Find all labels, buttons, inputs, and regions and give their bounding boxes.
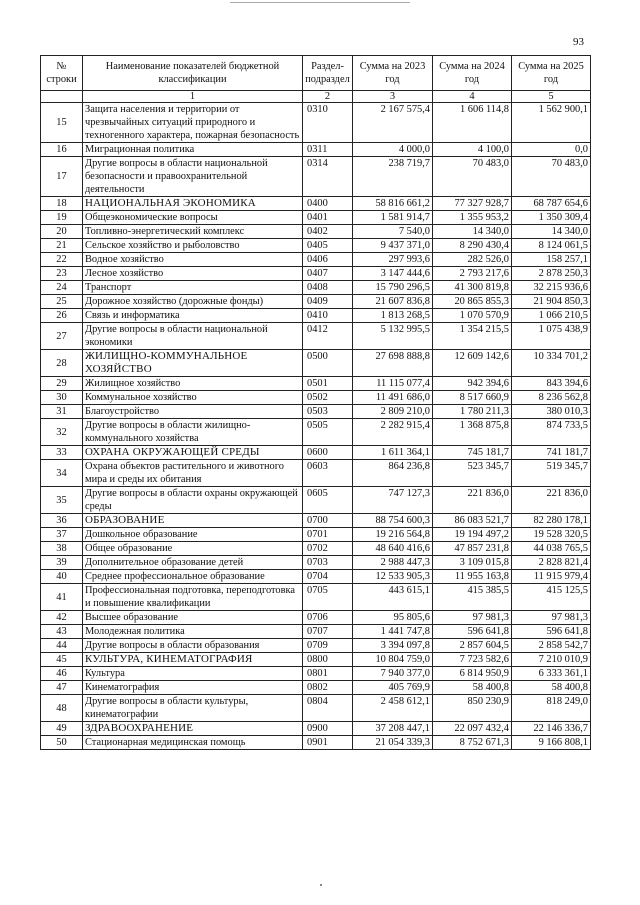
sum-2023-cell: 1 813 268,5 — [353, 309, 433, 323]
table-body — [41, 103, 591, 750]
sum-2024-cell: 20 865 855,3 — [433, 295, 512, 309]
table-row — [41, 667, 591, 681]
table-row — [41, 556, 591, 570]
sum-2025-cell: 158 257,1 — [512, 253, 591, 267]
sum-2024-cell: 1 354 215,5 — [433, 323, 512, 350]
section-code-cell: 0409 — [303, 295, 353, 309]
section-code-cell: 0900 — [303, 722, 353, 736]
sum-2025-cell: 2 828 821,4 — [512, 556, 591, 570]
table-row — [41, 295, 591, 309]
indicator-name-cell: Сельское хозяйство и рыболовство — [83, 239, 303, 253]
sum-2023-cell: 2 809 210,0 — [353, 405, 433, 419]
indicator-name-cell: Топливно-энергетический комплекс — [83, 225, 303, 239]
row-number-cell: 38 — [41, 542, 83, 556]
indicator-name-cell: Профессиональная подготовка, переподготовка и повышение квалификации — [83, 584, 303, 611]
table-row — [41, 625, 591, 639]
indicator-name-cell: Благоустройство — [83, 405, 303, 419]
row-number-cell: 21 — [41, 239, 83, 253]
row-number-cell: 41 — [41, 584, 83, 611]
indicator-name-cell: Стационарная медицинская помощь — [83, 736, 303, 750]
top-edge-line — [230, 2, 410, 3]
table-header-row — [41, 56, 591, 91]
indicator-name-cell: Водное хозяйство — [83, 253, 303, 267]
sum-2023-cell: 3 394 097,8 — [353, 639, 433, 653]
row-number-cell: 40 — [41, 570, 83, 584]
table-index-row — [41, 91, 591, 103]
row-number-cell: 36 — [41, 514, 83, 528]
row-number-cell: 25 — [41, 295, 83, 309]
row-number-cell: 27 — [41, 323, 83, 350]
row-number-cell: 49 — [41, 722, 83, 736]
sum-2024-cell: 1 070 570,9 — [433, 309, 512, 323]
indicator-name-cell: Жилищное хозяйство — [83, 377, 303, 391]
sum-2024-cell: 77 327 928,7 — [433, 197, 512, 211]
indicator-name-cell: КУЛЬТУРА, КИНЕМАТОГРАФИЯ — [83, 653, 303, 667]
row-number-cell: 50 — [41, 736, 83, 750]
indicator-name-cell: Лесное хозяйство — [83, 267, 303, 281]
sum-2023-cell: 3 147 444,6 — [353, 267, 433, 281]
sum-2023-cell: 1 611 364,1 — [353, 446, 433, 460]
sum-2024-cell: 3 109 015,8 — [433, 556, 512, 570]
indicator-name-cell: Миграционная политика — [83, 143, 303, 157]
sum-2024-cell: 58 400,8 — [433, 681, 512, 695]
sum-2023-cell: 21 054 339,3 — [353, 736, 433, 750]
sum-2025-cell: 6 333 361,1 — [512, 667, 591, 681]
section-code-cell: 0406 — [303, 253, 353, 267]
table-row — [41, 722, 591, 736]
row-number-cell: 33 — [41, 446, 83, 460]
section-code-cell: 0501 — [303, 377, 353, 391]
bottom-mark — [320, 884, 322, 886]
sum-2023-cell: 21 607 836,8 — [353, 295, 433, 309]
indicator-name-cell: Общеэкономические вопросы — [83, 211, 303, 225]
indicator-name-cell: ЖИЛИЩНО-КОММУНАЛЬНОЕ ХОЗЯЙСТВО — [83, 350, 303, 377]
section-code-cell: 0707 — [303, 625, 353, 639]
section-code-cell: 0408 — [303, 281, 353, 295]
header-section-code: Раздел-подраздел — [303, 56, 353, 91]
sum-2024-cell: 596 641,8 — [433, 625, 512, 639]
section-code-cell: 0402 — [303, 225, 353, 239]
table-row — [41, 239, 591, 253]
sum-2025-cell: 11 915 979,4 — [512, 570, 591, 584]
sum-2024-cell: 1 355 953,2 — [433, 211, 512, 225]
indicator-name-cell: Транспорт — [83, 281, 303, 295]
budget-table — [40, 55, 591, 750]
section-code-cell: 0310 — [303, 103, 353, 143]
section-code-cell: 0600 — [303, 446, 353, 460]
section-code-cell: 0407 — [303, 267, 353, 281]
header-sum-2023: Сумма на 2023 год — [353, 56, 433, 91]
header-row-number: № строки — [41, 56, 83, 91]
sum-2024-cell: 12 609 142,6 — [433, 350, 512, 377]
table-row — [41, 584, 591, 611]
sum-2025-cell: 415 125,5 — [512, 584, 591, 611]
index-cell: 3 — [353, 91, 433, 103]
sum-2025-cell: 1 066 210,5 — [512, 309, 591, 323]
row-number-cell: 15 — [41, 103, 83, 143]
sum-2025-cell: 2 858 542,7 — [512, 639, 591, 653]
row-number-cell: 47 — [41, 681, 83, 695]
section-code-cell: 0311 — [303, 143, 353, 157]
indicator-name-cell: Культура — [83, 667, 303, 681]
sum-2024-cell: 6 814 950,9 — [433, 667, 512, 681]
sum-2025-cell: 97 981,3 — [512, 611, 591, 625]
sum-2023-cell: 5 132 995,5 — [353, 323, 433, 350]
section-code-cell: 0804 — [303, 695, 353, 722]
table-row — [41, 281, 591, 295]
table-row — [41, 197, 591, 211]
index-cell: 2 — [303, 91, 353, 103]
section-code-cell: 0503 — [303, 405, 353, 419]
section-code-cell: 0702 — [303, 542, 353, 556]
sum-2025-cell: 1 350 309,4 — [512, 211, 591, 225]
sum-2023-cell: 2 988 447,3 — [353, 556, 433, 570]
sum-2024-cell: 523 345,7 — [433, 460, 512, 487]
indicator-name-cell: Кинематография — [83, 681, 303, 695]
table-row — [41, 653, 591, 667]
table-row — [41, 267, 591, 281]
section-code-cell: 0603 — [303, 460, 353, 487]
table-row — [41, 487, 591, 514]
sum-2025-cell: 32 215 936,6 — [512, 281, 591, 295]
indicator-name-cell: Дополнительное образование детей — [83, 556, 303, 570]
indicator-name-cell: Другие вопросы в области образования — [83, 639, 303, 653]
sum-2024-cell: 22 097 432,4 — [433, 722, 512, 736]
sum-2025-cell: 21 904 850,3 — [512, 295, 591, 309]
section-code-cell: 0901 — [303, 736, 353, 750]
header-sum-2025: Сумма на 2025 год — [512, 56, 591, 91]
indicator-name-cell: Высшее образование — [83, 611, 303, 625]
sum-2023-cell: 19 216 564,8 — [353, 528, 433, 542]
sum-2025-cell: 519 345,7 — [512, 460, 591, 487]
header-indicator-name: Наименование показателей бюджетной классификации — [83, 56, 303, 91]
row-number-cell: 18 — [41, 197, 83, 211]
sum-2025-cell: 818 249,0 — [512, 695, 591, 722]
sum-2023-cell: 7 540,0 — [353, 225, 433, 239]
page-number: 93 — [573, 36, 584, 48]
indicator-name-cell: Защита населения и территории от чрезвычайных ситуаций природного и техногенного характера, пожарная безопасность — [83, 103, 303, 143]
row-number-cell: 17 — [41, 157, 83, 197]
sum-2025-cell: 8 236 562,8 — [512, 391, 591, 405]
header-sum-2024: Сумма на 2024 год — [433, 56, 512, 91]
table-row — [41, 446, 591, 460]
sum-2023-cell: 88 754 600,3 — [353, 514, 433, 528]
sum-2025-cell: 741 181,7 — [512, 446, 591, 460]
section-code-cell: 0605 — [303, 487, 353, 514]
row-number-cell: 16 — [41, 143, 83, 157]
sum-2024-cell: 4 100,0 — [433, 143, 512, 157]
sum-2024-cell: 942 394,6 — [433, 377, 512, 391]
row-number-cell: 48 — [41, 695, 83, 722]
section-code-cell: 0706 — [303, 611, 353, 625]
table-row — [41, 225, 591, 239]
sum-2023-cell: 11 115 077,4 — [353, 377, 433, 391]
sum-2024-cell: 1 780 211,3 — [433, 405, 512, 419]
sum-2024-cell: 850 230,9 — [433, 695, 512, 722]
sum-2023-cell: 48 640 416,6 — [353, 542, 433, 556]
sum-2023-cell: 10 804 759,0 — [353, 653, 433, 667]
row-number-cell: 26 — [41, 309, 83, 323]
section-code-cell: 0709 — [303, 639, 353, 653]
sum-2024-cell: 8 290 430,4 — [433, 239, 512, 253]
sum-2023-cell: 864 236,8 — [353, 460, 433, 487]
indicator-name-cell: Охрана объектов растительного и животного мира и среды их обитания — [83, 460, 303, 487]
indicator-name-cell: Среднее профессиональное образование — [83, 570, 303, 584]
section-code-cell: 0405 — [303, 239, 353, 253]
row-number-cell: 23 — [41, 267, 83, 281]
sum-2024-cell: 2 793 217,6 — [433, 267, 512, 281]
sum-2024-cell: 415 385,5 — [433, 584, 512, 611]
sum-2024-cell: 97 981,3 — [433, 611, 512, 625]
indicator-name-cell: Дошкольное образование — [83, 528, 303, 542]
sum-2023-cell: 747 127,3 — [353, 487, 433, 514]
indicator-name-cell: НАЦИОНАЛЬНАЯ ЭКОНОМИКА — [83, 197, 303, 211]
section-code-cell: 0502 — [303, 391, 353, 405]
sum-2025-cell: 9 166 808,1 — [512, 736, 591, 750]
sum-2024-cell: 2 857 604,5 — [433, 639, 512, 653]
table-row — [41, 405, 591, 419]
indicator-name-cell: Дорожное хозяйство (дорожные фонды) — [83, 295, 303, 309]
indicator-name-cell: ОХРАНА ОКРУЖАЮЩЕЙ СРЕДЫ — [83, 446, 303, 460]
row-number-cell: 42 — [41, 611, 83, 625]
sum-2023-cell: 9 437 371,0 — [353, 239, 433, 253]
sum-2023-cell: 95 805,6 — [353, 611, 433, 625]
table-row — [41, 695, 591, 722]
table-row — [41, 253, 591, 267]
section-code-cell: 0505 — [303, 419, 353, 446]
index-cell: 4 — [433, 91, 512, 103]
row-number-cell: 24 — [41, 281, 83, 295]
table-row — [41, 681, 591, 695]
table-row — [41, 542, 591, 556]
sum-2023-cell: 1 441 747,8 — [353, 625, 433, 639]
sum-2025-cell: 1 075 438,9 — [512, 323, 591, 350]
sum-2025-cell: 70 483,0 — [512, 157, 591, 197]
sum-2024-cell: 282 526,0 — [433, 253, 512, 267]
indicator-name-cell: Другие вопросы в области национальной безопасности и правоохранительной деятельности — [83, 157, 303, 197]
sum-2023-cell: 297 993,6 — [353, 253, 433, 267]
section-code-cell: 0400 — [303, 197, 353, 211]
row-number-cell: 35 — [41, 487, 83, 514]
index-cell: 5 — [512, 91, 591, 103]
table-row — [41, 639, 591, 653]
table-row — [41, 391, 591, 405]
table-row — [41, 377, 591, 391]
table-row — [41, 528, 591, 542]
sum-2025-cell: 14 340,0 — [512, 225, 591, 239]
sum-2023-cell: 58 816 661,2 — [353, 197, 433, 211]
sum-2025-cell: 19 528 320,5 — [512, 528, 591, 542]
section-code-cell: 0800 — [303, 653, 353, 667]
section-code-cell: 0412 — [303, 323, 353, 350]
indicator-name-cell: Коммунальное хозяйство — [83, 391, 303, 405]
sum-2024-cell: 8 517 660,9 — [433, 391, 512, 405]
sum-2024-cell: 86 083 521,7 — [433, 514, 512, 528]
sum-2025-cell: 843 394,6 — [512, 377, 591, 391]
sum-2025-cell: 1 562 900,1 — [512, 103, 591, 143]
sum-2023-cell: 37 208 447,1 — [353, 722, 433, 736]
table-row — [41, 309, 591, 323]
section-code-cell: 0401 — [303, 211, 353, 225]
index-cell — [41, 91, 83, 103]
sum-2023-cell: 12 533 905,3 — [353, 570, 433, 584]
sum-2025-cell: 380 010,3 — [512, 405, 591, 419]
section-code-cell: 0802 — [303, 681, 353, 695]
section-code-cell: 0314 — [303, 157, 353, 197]
indicator-name-cell: ЗДРАВООХРАНЕНИЕ — [83, 722, 303, 736]
sum-2024-cell: 11 955 163,8 — [433, 570, 512, 584]
sum-2023-cell: 27 698 888,8 — [353, 350, 433, 377]
table-row — [41, 157, 591, 197]
row-number-cell: 30 — [41, 391, 83, 405]
sum-2025-cell: 221 836,0 — [512, 487, 591, 514]
row-number-cell: 45 — [41, 653, 83, 667]
sum-2023-cell: 1 581 914,7 — [353, 211, 433, 225]
sum-2023-cell: 2 167 575,4 — [353, 103, 433, 143]
sum-2025-cell: 22 146 336,7 — [512, 722, 591, 736]
section-code-cell: 0410 — [303, 309, 353, 323]
section-code-cell: 0700 — [303, 514, 353, 528]
sum-2024-cell: 1 368 875,8 — [433, 419, 512, 446]
sum-2024-cell: 7 723 582,6 — [433, 653, 512, 667]
row-number-cell: 32 — [41, 419, 83, 446]
table-row — [41, 103, 591, 143]
sum-2023-cell: 443 615,1 — [353, 584, 433, 611]
row-number-cell: 37 — [41, 528, 83, 542]
sum-2024-cell: 19 194 497,2 — [433, 528, 512, 542]
sum-2023-cell: 238 719,7 — [353, 157, 433, 197]
indicator-name-cell: Другие вопросы в области культуры, кинематографии — [83, 695, 303, 722]
sum-2023-cell: 2 282 915,4 — [353, 419, 433, 446]
section-code-cell: 0701 — [303, 528, 353, 542]
sum-2025-cell: 7 210 010,9 — [512, 653, 591, 667]
sum-2023-cell: 405 769,9 — [353, 681, 433, 695]
sum-2024-cell: 70 483,0 — [433, 157, 512, 197]
indicator-name-cell: Другие вопросы в области охраны окружающей среды — [83, 487, 303, 514]
row-number-cell: 20 — [41, 225, 83, 239]
section-code-cell: 0500 — [303, 350, 353, 377]
section-code-cell: 0705 — [303, 584, 353, 611]
sum-2025-cell: 68 787 654,6 — [512, 197, 591, 211]
indicator-name-cell: Связь и информатика — [83, 309, 303, 323]
sum-2023-cell: 7 940 377,0 — [353, 667, 433, 681]
table-row — [41, 323, 591, 350]
row-number-cell: 22 — [41, 253, 83, 267]
sum-2025-cell: 44 038 765,5 — [512, 542, 591, 556]
section-code-cell: 0801 — [303, 667, 353, 681]
sum-2024-cell: 221 836,0 — [433, 487, 512, 514]
section-code-cell: 0703 — [303, 556, 353, 570]
row-number-cell: 43 — [41, 625, 83, 639]
sum-2024-cell: 1 606 114,8 — [433, 103, 512, 143]
sum-2023-cell: 11 491 686,0 — [353, 391, 433, 405]
row-number-cell: 31 — [41, 405, 83, 419]
table-row — [41, 460, 591, 487]
sum-2025-cell: 596 641,8 — [512, 625, 591, 639]
indicator-name-cell: ОБРАЗОВАНИЕ — [83, 514, 303, 528]
sum-2024-cell: 8 752 671,3 — [433, 736, 512, 750]
row-number-cell: 34 — [41, 460, 83, 487]
sum-2025-cell: 58 400,8 — [512, 681, 591, 695]
row-number-cell: 19 — [41, 211, 83, 225]
sum-2025-cell: 8 124 061,5 — [512, 239, 591, 253]
table-row — [41, 350, 591, 377]
index-cell: 1 — [83, 91, 303, 103]
indicator-name-cell: Другие вопросы в области жилищно-коммунального хозяйства — [83, 419, 303, 446]
sum-2025-cell: 2 878 250,3 — [512, 267, 591, 281]
indicator-name-cell: Другие вопросы в области национальной экономики — [83, 323, 303, 350]
sum-2024-cell: 41 300 819,8 — [433, 281, 512, 295]
sum-2025-cell: 10 334 701,2 — [512, 350, 591, 377]
table-row — [41, 211, 591, 225]
table-row — [41, 419, 591, 446]
sum-2025-cell: 0,0 — [512, 143, 591, 157]
table-row — [41, 514, 591, 528]
row-number-cell: 44 — [41, 639, 83, 653]
table-row — [41, 143, 591, 157]
sum-2023-cell: 4 000,0 — [353, 143, 433, 157]
table-row — [41, 736, 591, 750]
indicator-name-cell: Молодежная политика — [83, 625, 303, 639]
row-number-cell: 29 — [41, 377, 83, 391]
sum-2025-cell: 82 280 178,1 — [512, 514, 591, 528]
section-code-cell: 0704 — [303, 570, 353, 584]
sum-2025-cell: 874 733,5 — [512, 419, 591, 446]
row-number-cell: 46 — [41, 667, 83, 681]
sum-2024-cell: 745 181,7 — [433, 446, 512, 460]
row-number-cell: 39 — [41, 556, 83, 570]
sum-2024-cell: 14 340,0 — [433, 225, 512, 239]
sum-2023-cell: 15 790 296,5 — [353, 281, 433, 295]
sum-2023-cell: 2 458 612,1 — [353, 695, 433, 722]
indicator-name-cell: Общее образование — [83, 542, 303, 556]
table-row — [41, 570, 591, 584]
table-row — [41, 611, 591, 625]
row-number-cell: 28 — [41, 350, 83, 377]
sum-2024-cell: 47 857 231,8 — [433, 542, 512, 556]
